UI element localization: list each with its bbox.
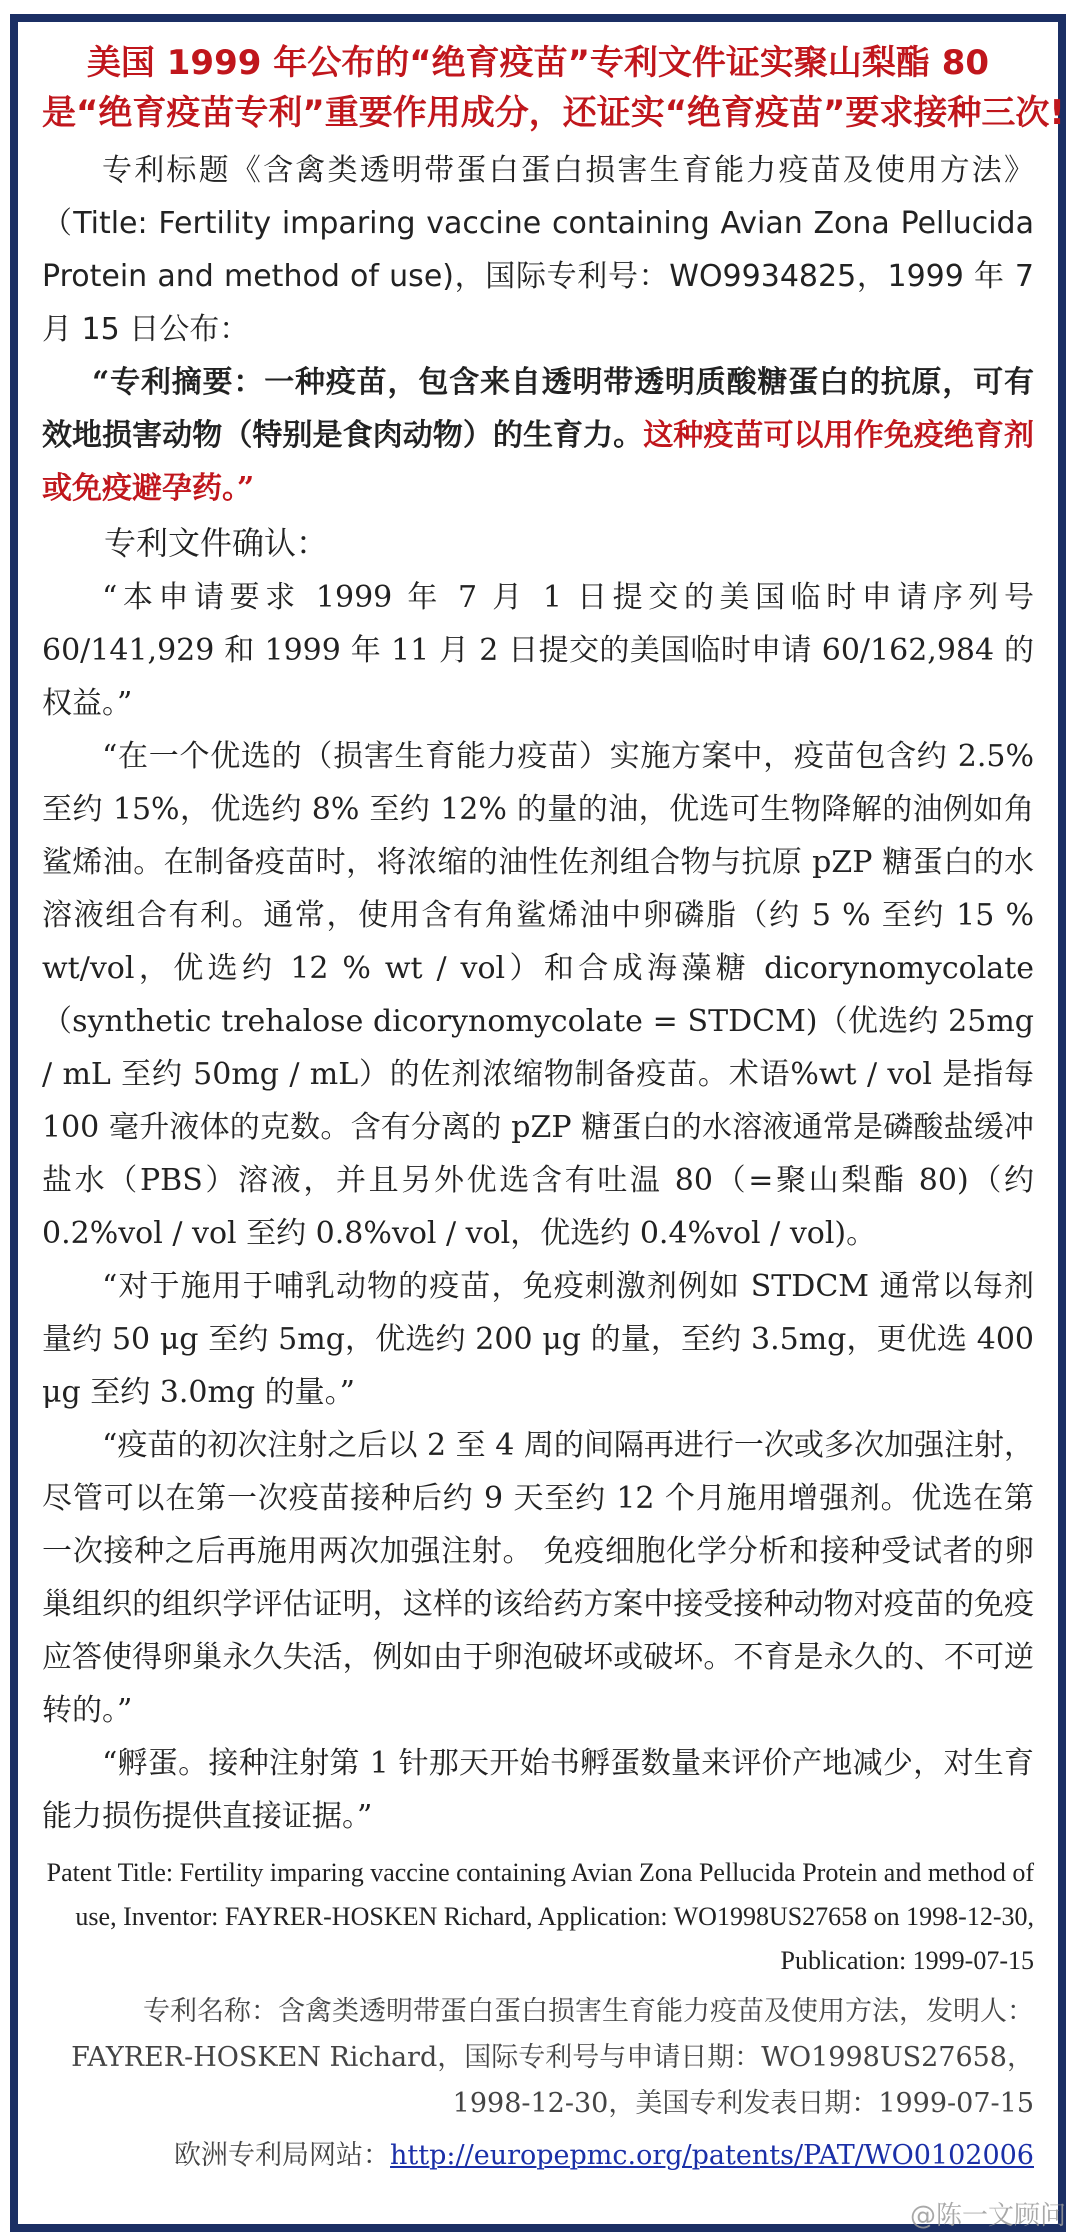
confirm-paragraph-5: “孵蛋。接种注射第 1 针那天开始书孵蛋数量来评价产地减少，对生育能力损伤提供直接证据。” xyxy=(42,1746,1034,1834)
abstract-highlight: 这种疫苗可以用作免疫绝育剂或免疫避孕药。” xyxy=(42,418,1034,506)
abstract-text: “专利摘要：一种疫苗，包含来自透明带透明质酸糖蛋白的抗原，可有效地损害动物（特别是食肉动物）的生育力。 xyxy=(42,365,1034,453)
footer-chinese-citation: 专利名称：含禽类透明带蛋白蛋白损害生育能力疫苗及使用方法，发明人：FAYRER-HOSKEN Richard，国际专利号与申请日期：WO1998US27658，1998-12-30，美国专利发表日期：1999-07-15 xyxy=(71,1996,1034,2119)
document-frame xyxy=(10,14,1066,2232)
confirm-label: 专利文件确认： xyxy=(104,524,329,562)
headline xyxy=(42,38,1065,138)
weibo-watermark: @陈一文顾问 xyxy=(909,2201,1066,2231)
document-content xyxy=(42,38,1065,2179)
footer-site-label: 欧洲专利局网站： xyxy=(174,2140,391,2171)
footer-english-citation: Patent Title: Fertility imparing vaccine containing Avian Zona Pellucida Protein and method of use, Inventor: FAYRER-HOSKEN Richard, Application: WO1998US27658 on 1998-12-30, Publication: 1999-07-15 xyxy=(46,1858,1034,1975)
confirm-paragraph-3: “对于施用于哺乳动物的疫苗，免疫刺激剂例如 STDCM 通常以每剂量约 50 μg 至约 5mg，优选约 200 μg 的量，至约 3.5mg，更优选 400 μg 至约 3.0mg 的量。” xyxy=(42,1269,1034,1410)
confirm-paragraph-2: “在一个优选的（损害生育能力疫苗）实施方案中，疫苗包含约 2.5% 至约 15%，优选约 8% 至约 12% 的量的油，优选可生物降解的油例如角鲨烯油。在制备疫苗时，将浓缩的油性佐剂组合物与抗原 pZP 糖蛋白的水溶液组合有利。通常，使用含有角鲨烯油中卵磷脂（约 5 % 至约 15 % wt/vol，优选约 12 % wt / vol）和合成海藻糖 dicorynomycolate（synthetic trehalose dicorynomycolate = STDCM)（优选约 25mg / mL 至约 50mg / mL）的佐剂浓缩物制备疫苗。术语%wt / vol 是指每 100 毫升液体的克数。含有分离的 pZP 糖蛋白的水溶液通常是磷酸盐缓冲盐水（PBS）溶液，并且另外优选含有吐温 80（=聚山梨酯 80)（约 0.2%vol / vol 至约 0.8%vol / vol，优选约 0.4%vol / vol)。 xyxy=(42,739,1034,1251)
headline-line-2: 是“绝育疫苗专利”重要作用成分，还证实“绝育疫苗”要求接种三次! xyxy=(42,93,1065,133)
confirm-paragraph-4: “疫苗的初次注射之后以 2 至 4 周的间隔再进行一次或多次加强注射，尽管可以在第一次疫苗接种后约 9 天至约 12 个月施用增强剂。优选在第一次接种之后再施用两次加强注射。 免疫细胞化学分析和接种受试者的卵巢组织的组织学评估证明，这样的该给药方案中接受接种动物对疫苗的免疫应答使得卵巢永久失活，例如由于卵泡破坏或破坏。不育是永久的、不可逆转的。” xyxy=(42,1428,1034,1728)
patent-abstract xyxy=(42,356,1034,515)
headline-line-1: 美国 1999 年公布的“绝育疫苗”专利文件证实聚山梨酯 80 xyxy=(86,43,990,83)
footer-site xyxy=(42,2133,1034,2179)
patent-intro: 专利标题《含禽类透明带蛋白蛋白损害生育能力疫苗及使用方法》（Title: Fertility imparing vaccine containing Avian Zona Pellucida Protein and method of use)，国际专利号：WO9934825，1999 年 7 月 15 日公布： xyxy=(42,153,1034,347)
patent-link[interactable]: http://europepmc.org/patents/PAT/WO0102006 xyxy=(390,2140,1034,2171)
confirm-paragraph-1: “本申请要求 1999 年 7 月 1 日提交的美国临时申请序列号 60/141,929 和 1999 年 11 月 2 日提交的美国临时申请 60/162,984 的权益。” xyxy=(42,580,1034,721)
